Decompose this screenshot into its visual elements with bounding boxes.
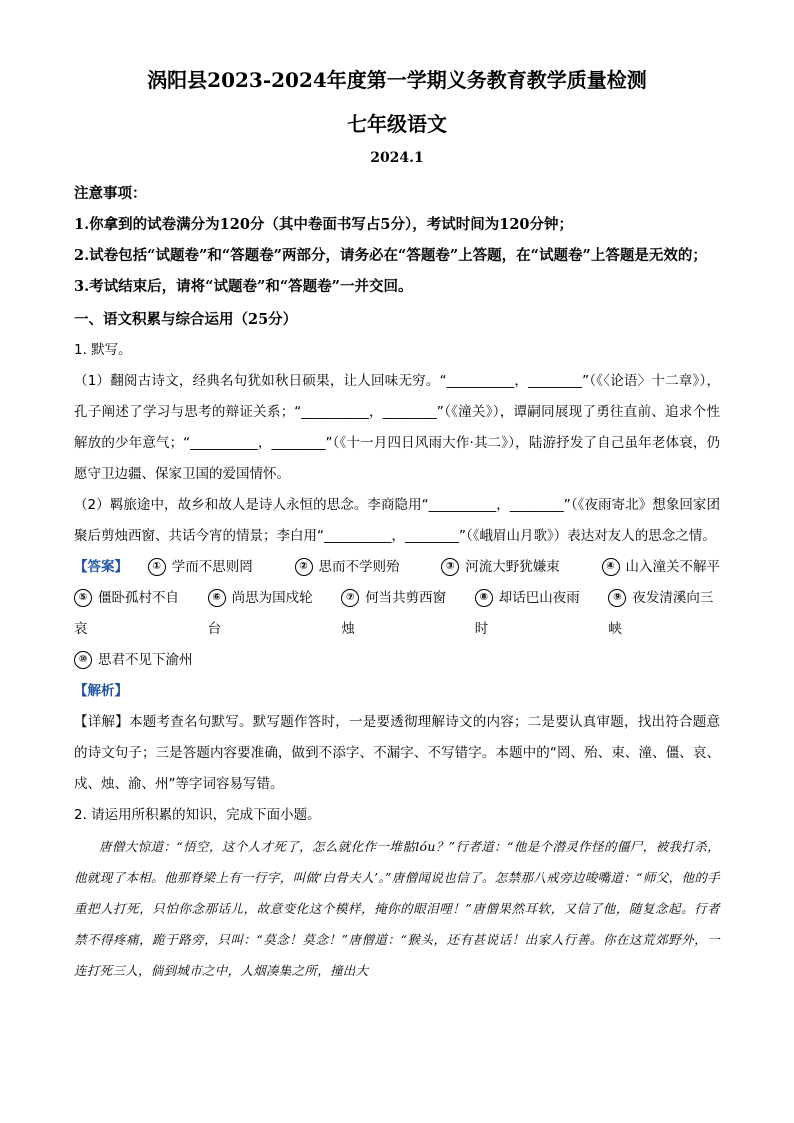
exam-date: 2024.1 [370, 150, 424, 166]
answer-number: ⑤ [74, 589, 92, 607]
answer-text: 思而不学则殆 [318, 559, 400, 575]
answer-row [74, 583, 720, 645]
answer-text: 思君不见下渝州 [98, 652, 193, 668]
section-title: 一、语文积累与综合运用（25分） [74, 311, 298, 328]
answer-text: 却话巴山夜雨时 [474, 590, 580, 637]
notice-item: 3.考试结束后，请将“试题卷”和“答题卷”一并交回。 [74, 278, 413, 295]
answer-item [74, 583, 186, 645]
answer-number: ⑨ [608, 589, 626, 607]
answer-row [74, 552, 720, 583]
answer-tag: 【答案】 [74, 559, 128, 575]
answer-item [608, 583, 720, 645]
notice-item: 2.试卷包括“试题卷”和“答题卷”两部分，请务必在“答题卷”上答题，在“试题卷”上答题是无效的； [74, 247, 707, 264]
answer-number: ② [295, 558, 313, 576]
answer-text: 僵卧孤村不自哀 [74, 590, 179, 637]
exam-subtitle: 七年级语文 [347, 112, 447, 136]
answer-block [74, 552, 720, 707]
answer-item [441, 552, 560, 583]
answer-item [74, 645, 193, 676]
answer-number: ③ [441, 558, 459, 576]
notice-block [74, 178, 720, 302]
reading-passage: 唐僧大惊道：“悟空，这个人才死了，怎么就化作一堆骷lóu？”行者道：“他是个潜灵作怪的僵尸，被我打杀，他就现了本相。他那脊梁上有一行字，叫做‘白骨夫人’。”唐僧闻说也信了。怎禁那八戒旁边唆嘴道：“师父，他的手重把人打死，只怕你念那话儿，故意变化这个模样，掩你的眼泪哩！”唐僧果然耳软，又信了他，随复念起。行者禁不得疼痛，跪于路旁，只叫：“莫念！莫念！”唐僧道：“猴头，还有甚说话！出家人行善。你在这荒郊野外，一连打死三人，倘到城市之中，人烟凑集之所，撞出大 [74, 839, 720, 978]
detail-text: 【详解】本题考查名句默写。默写题作答时，一是要透彻理解诗文的内容；二是要认真审题，找出符合题意的诗文句子；三是答题内容要准确，做到不添字、不漏字、不写错字。本题中的“罔、殆、束、潼、僵、哀、戍、烛、渝、州”等字词容易写错。 [74, 714, 720, 792]
answer-item [475, 583, 587, 645]
answer-item [295, 552, 400, 583]
answer-item [341, 583, 453, 645]
answer-number: ① [148, 558, 166, 576]
answer-number: ⑦ [341, 589, 359, 607]
answer-text: 何当共剪西窗烛 [341, 590, 447, 637]
notice-heading: 注意事项： [74, 185, 147, 202]
answer-item [602, 552, 721, 583]
answer-item [148, 552, 253, 583]
answer-number: ⑩ [74, 651, 92, 669]
answer-text: 尚思为国戍轮台 [207, 590, 313, 637]
answer-number: ⑥ [208, 589, 226, 607]
answer-number: ⑧ [475, 589, 493, 607]
question-1-part-1: （1）翻阅古诗文，经典名句犹如秋日硕果，让人回味无穷。“__________，________”（《〈论语〉十二章》），孔子阐述了学习与思考的辩证关系；“__________，________”（《潼关》），谭嗣同展现了勇往直前、追求个性解放的少年意气；“__________，________”（《十一月四日风雨大作·其二》），陆游抒发了自己虽年老体衰，仍愿守卫边疆、保家卫国的爱国情怀。 [74, 373, 720, 482]
answer-text: 河流大野犹嫌束 [465, 559, 560, 575]
exam-title: 涡阳县2023-2024年度第一学期义务教育教学质量检测 [147, 68, 647, 92]
answer-item [208, 583, 320, 645]
question-2-label: 2. 请运用所积累的知识，完成下面小题。 [74, 807, 321, 823]
question-1-part-2: （2）羁旅途中，故乡和故人是诗人永恒的思念。李商隐用“__________，________”（《夜雨寄北》想象回家团聚后剪烛西窗、共话今宵的情景；李白用“__________，________”（《峨眉山月歌》）表达对友人的思念之情。 [74, 497, 720, 544]
answer-text: 学而不思则罔 [171, 559, 253, 575]
answer-number: ④ [602, 558, 620, 576]
analysis-tag: 【解析】 [74, 683, 128, 699]
answer-text: 夜发清溪向三峡 [608, 590, 714, 637]
notice-item: 1.你拿到的试卷满分为120分（其中卷面书写占5分），考试时间为120分钟； [74, 216, 574, 233]
answer-row [74, 645, 720, 676]
answer-text: 山入潼关不解平 [625, 559, 720, 575]
question-1-label: 1. 默写。 [74, 342, 132, 358]
